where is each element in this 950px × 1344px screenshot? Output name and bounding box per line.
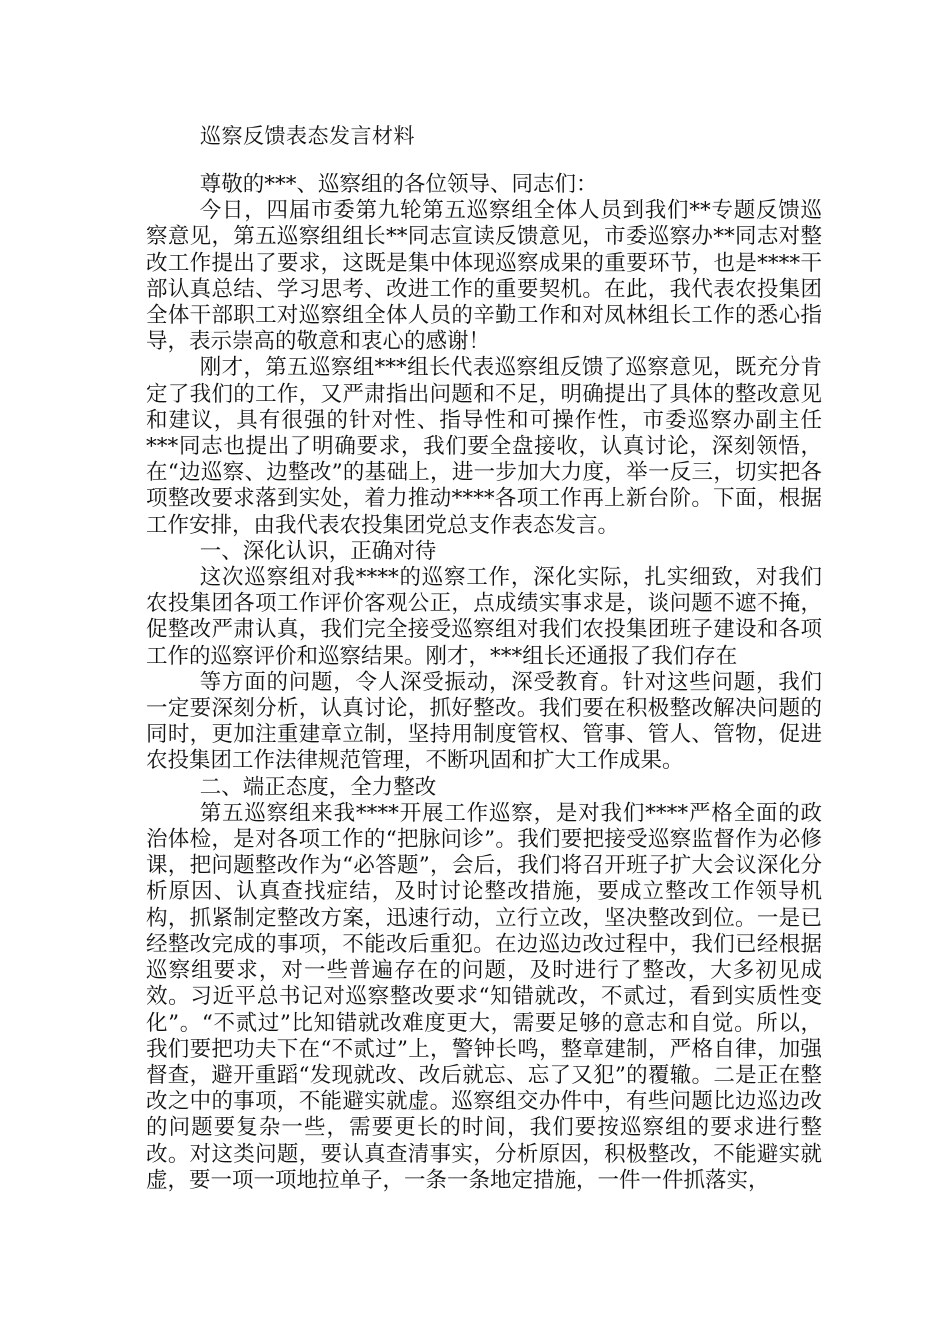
section-heading-1: 一、深化认识，正确对待 [199, 538, 437, 564]
salutation: 尊敬的***、巡察组的各位领导、同志们： [199, 172, 598, 197]
paragraph-opening: 今日，四届市委第九轮第五巡察组全体人员到我们**专题反馈巡察意见，第五巡察组组长**同志宣读反馈意见，市委巡察办**同志对整改工作提出了要求，这既是集中体现巡察成果的重要环节，也是****干部认真总结、学习思考、改进工作的重要契机。在此，我代表农投集团全体干部职工对巡察组全体人员的辛勤工作和对凤林组长工作的悉心指导，表示崇高的敬意和衷心的感谢！ [146, 198, 822, 355]
section-heading-2: 二、端正态度，全力整改 [199, 774, 437, 800]
document-title: 巡察反馈表态发言材料 [200, 124, 415, 148]
section1-paragraph-2: 等方面的问题，令人深受振动，深受教育。针对这些问题，我们一定要深刻分析，认真讨论，抓好整改。我们要在积极整改解决问题的同时，更加注重建章立制，坚持用制度管权、管事、管人、管物，促进农投集团工作法律规范管理，不断巩固和扩大工作成果。 [146, 669, 822, 774]
section1-paragraph-1: 这次巡察组对我****的巡察工作，深化实际，扎实细致，对我们农投集团各项工作评价客观公正，点成绩实事求是，谈问题不遮不掩，促整改严肃认真，我们完全接受巡察组对我们农投集团班子建设和各项工作的巡察评价和巡察结果。刚才，***组长还通报了我们存在 [146, 565, 822, 669]
section2-paragraph-1: 第五巡察组来我****开展工作巡察，是对我们****严格全面的政治体检，是对各项工作的“把脉问诊”。我们要把接受巡察监督作为必修课，把问题整改作为“必答题”，会后，我们将召开班子扩大会议深化分析原因、认真查找症结，及时讨论整改措施，要成立整改工作领导机构，抓紧制定整改方案，迅速行动，立行立改，坚决整改到位。一是已经整改完成的事项，不能改后重犯。在边巡边改过程中，我们已经根据巡察组要求，对一些普遍存在的问题，及时进行了整改，大多初见成效。习近平总书记对巡察整改要求“知错就改，不贰过，看到实质性变化”。“不贰过”比知错就改难度更大，需要足够的意志和自觉。所以，我们要把功夫下在“不贰过”上，警钟长鸣，整章建制，严格自律，加强督查，避开重蹈“发现就改、改后就忘、忘了又犯”的覆辙。二是正在整改之中的事项，不能避实就虚。巡察组交办件中，有些问题比边巡边改的问题要复杂一些，需要更长的时间，我们要按巡察组的要求进行整改。对这类问题，要认真查清事实，分析原因，积极整改，不能避实就虚，要一项一项地拉单子，一条一条地定措施，一件一件抓落实， [146, 800, 822, 1193]
paragraph-feedback: 刚才，第五巡察组***组长代表巡察组反馈了巡察意见，既充分肯定了我们的工作，又严肃指出问题和不足，明确提出了具体的整改意见和建议，具有很强的针对性、指导性和可操作性，市委巡察办副主任***同志也提出了明确要求，我们要全盘接收，认真讨论，深刻领悟，在“边巡察、边整改”的基础上，进一步加大力度，举一反三，切实把各项整改要求落到实处，着力推动****各项工作再上新台阶。下面，根据工作安排，由我代表农投集团党总支作表态发言。 [146, 355, 822, 538]
document-body [146, 172, 822, 1194]
